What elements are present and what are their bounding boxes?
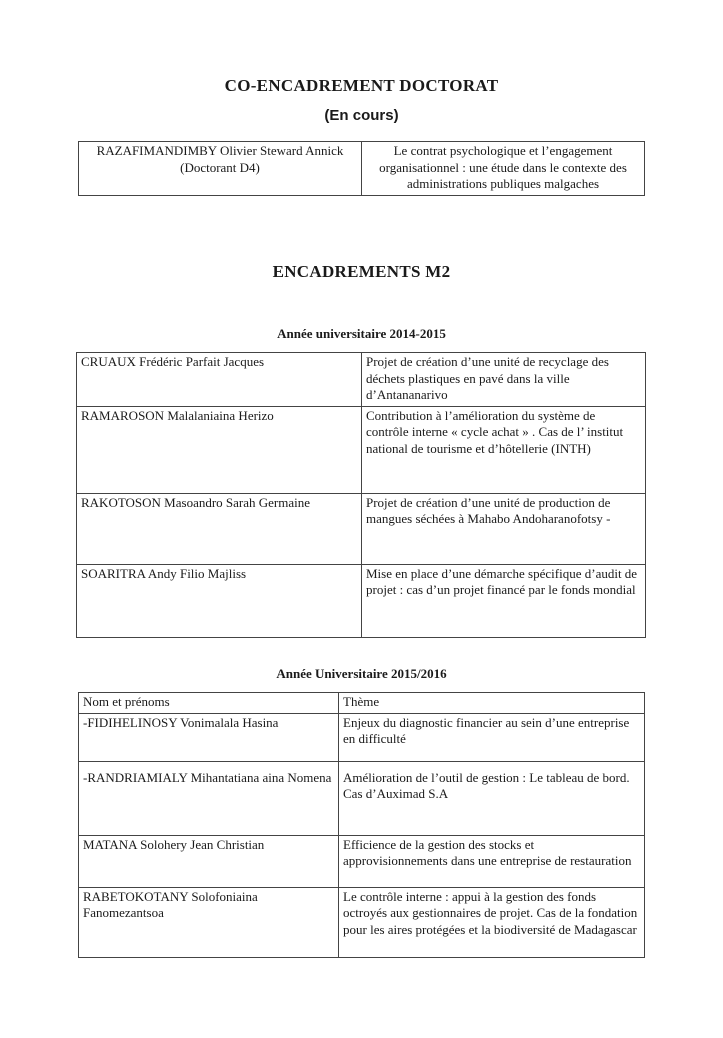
doctorat-title: CO-ENCADREMENT DOCTORAT <box>224 76 499 95</box>
table-row <box>77 493 646 564</box>
student-name: CRUAUX Frédéric Parfait Jacques <box>77 353 362 407</box>
thesis-theme: Enjeux du diagnostic financier au sein d’une entreprise en difficulté <box>339 713 645 761</box>
doctorat-status: (En cours) <box>324 107 399 124</box>
student-name: SOARITRA Andy Filio Majliss <box>77 564 362 637</box>
thesis-theme: Efficience de la gestion des stocks et approvisionnements dans une entreprise de restauration <box>339 835 645 887</box>
student-name: RAKOTOSON Masoandro Sarah Germaine <box>77 493 362 564</box>
doctorat-table <box>78 141 645 196</box>
table-row <box>79 835 645 887</box>
thesis-theme: Projet de création d’une unité de recyclage des déchets plastiques en pavé dans la ville d’Antananarivo <box>362 353 646 407</box>
thesis-theme: Projet de création d’une unité de production de mangues séchées à Mahabo Andoharanofotsy - <box>362 493 646 564</box>
table-row <box>77 564 646 637</box>
m2-2015-table <box>78 692 645 958</box>
student-name: -FIDIHELINOSY Vonimalala Hasina <box>79 713 339 761</box>
m2-title: ENCADREMENTS M2 <box>272 262 451 281</box>
column-header-name: Nom et prénoms <box>79 693 339 714</box>
year-2014-label: Année universitaire 2014-2015 <box>277 326 446 341</box>
student-name: MATANA Solohery Jean Christian <box>79 835 339 887</box>
thesis-theme: Le contrat psychologique et l’engagement organisationnel : une étude dans le contexte des administrations publiques malgaches <box>362 142 645 196</box>
student-name: RAMAROSON Malalaniaina Herizo <box>77 406 362 493</box>
year-2015-label: Année Universitaire 2015/2016 <box>276 666 447 681</box>
table-row <box>79 713 645 761</box>
table-row <box>79 142 645 196</box>
table-header-row <box>79 693 645 714</box>
thesis-theme: Le contrôle interne : appui à la gestion des fonds octroyés aux gestionnaires de projet. Cas de la fondation pour les aires protégées et la biodiversité de Madagascar <box>339 887 645 957</box>
thesis-theme: Mise en place d’une démarche spécifique d’audit de projet : cas d’un projet financé par le fonds mondial <box>362 564 646 637</box>
student-name: RABETOKOTANY Solofoniaina Fanomezantsoa <box>79 887 339 957</box>
student-name: RAZAFIMANDIMBY Olivier Steward Annick (Doctorant D4) <box>79 142 362 196</box>
student-name: -RANDRIAMIALY Mihantatiana aina Nomena <box>79 761 339 835</box>
thesis-theme: Contribution à l’amélioration du système de contrôle interne « cycle achat » . Cas de l’ institut national de tourisme et d’hôtellerie (INTH) <box>362 406 646 493</box>
table-row <box>79 761 645 835</box>
thesis-theme: Amélioration de l’outil de gestion : Le tableau de bord. Cas d’Auximad S.A <box>339 761 645 835</box>
table-row <box>77 406 646 493</box>
column-header-theme: Thème <box>339 693 645 714</box>
m2-2014-table <box>76 352 646 638</box>
table-row <box>79 887 645 957</box>
table-row <box>77 353 646 407</box>
